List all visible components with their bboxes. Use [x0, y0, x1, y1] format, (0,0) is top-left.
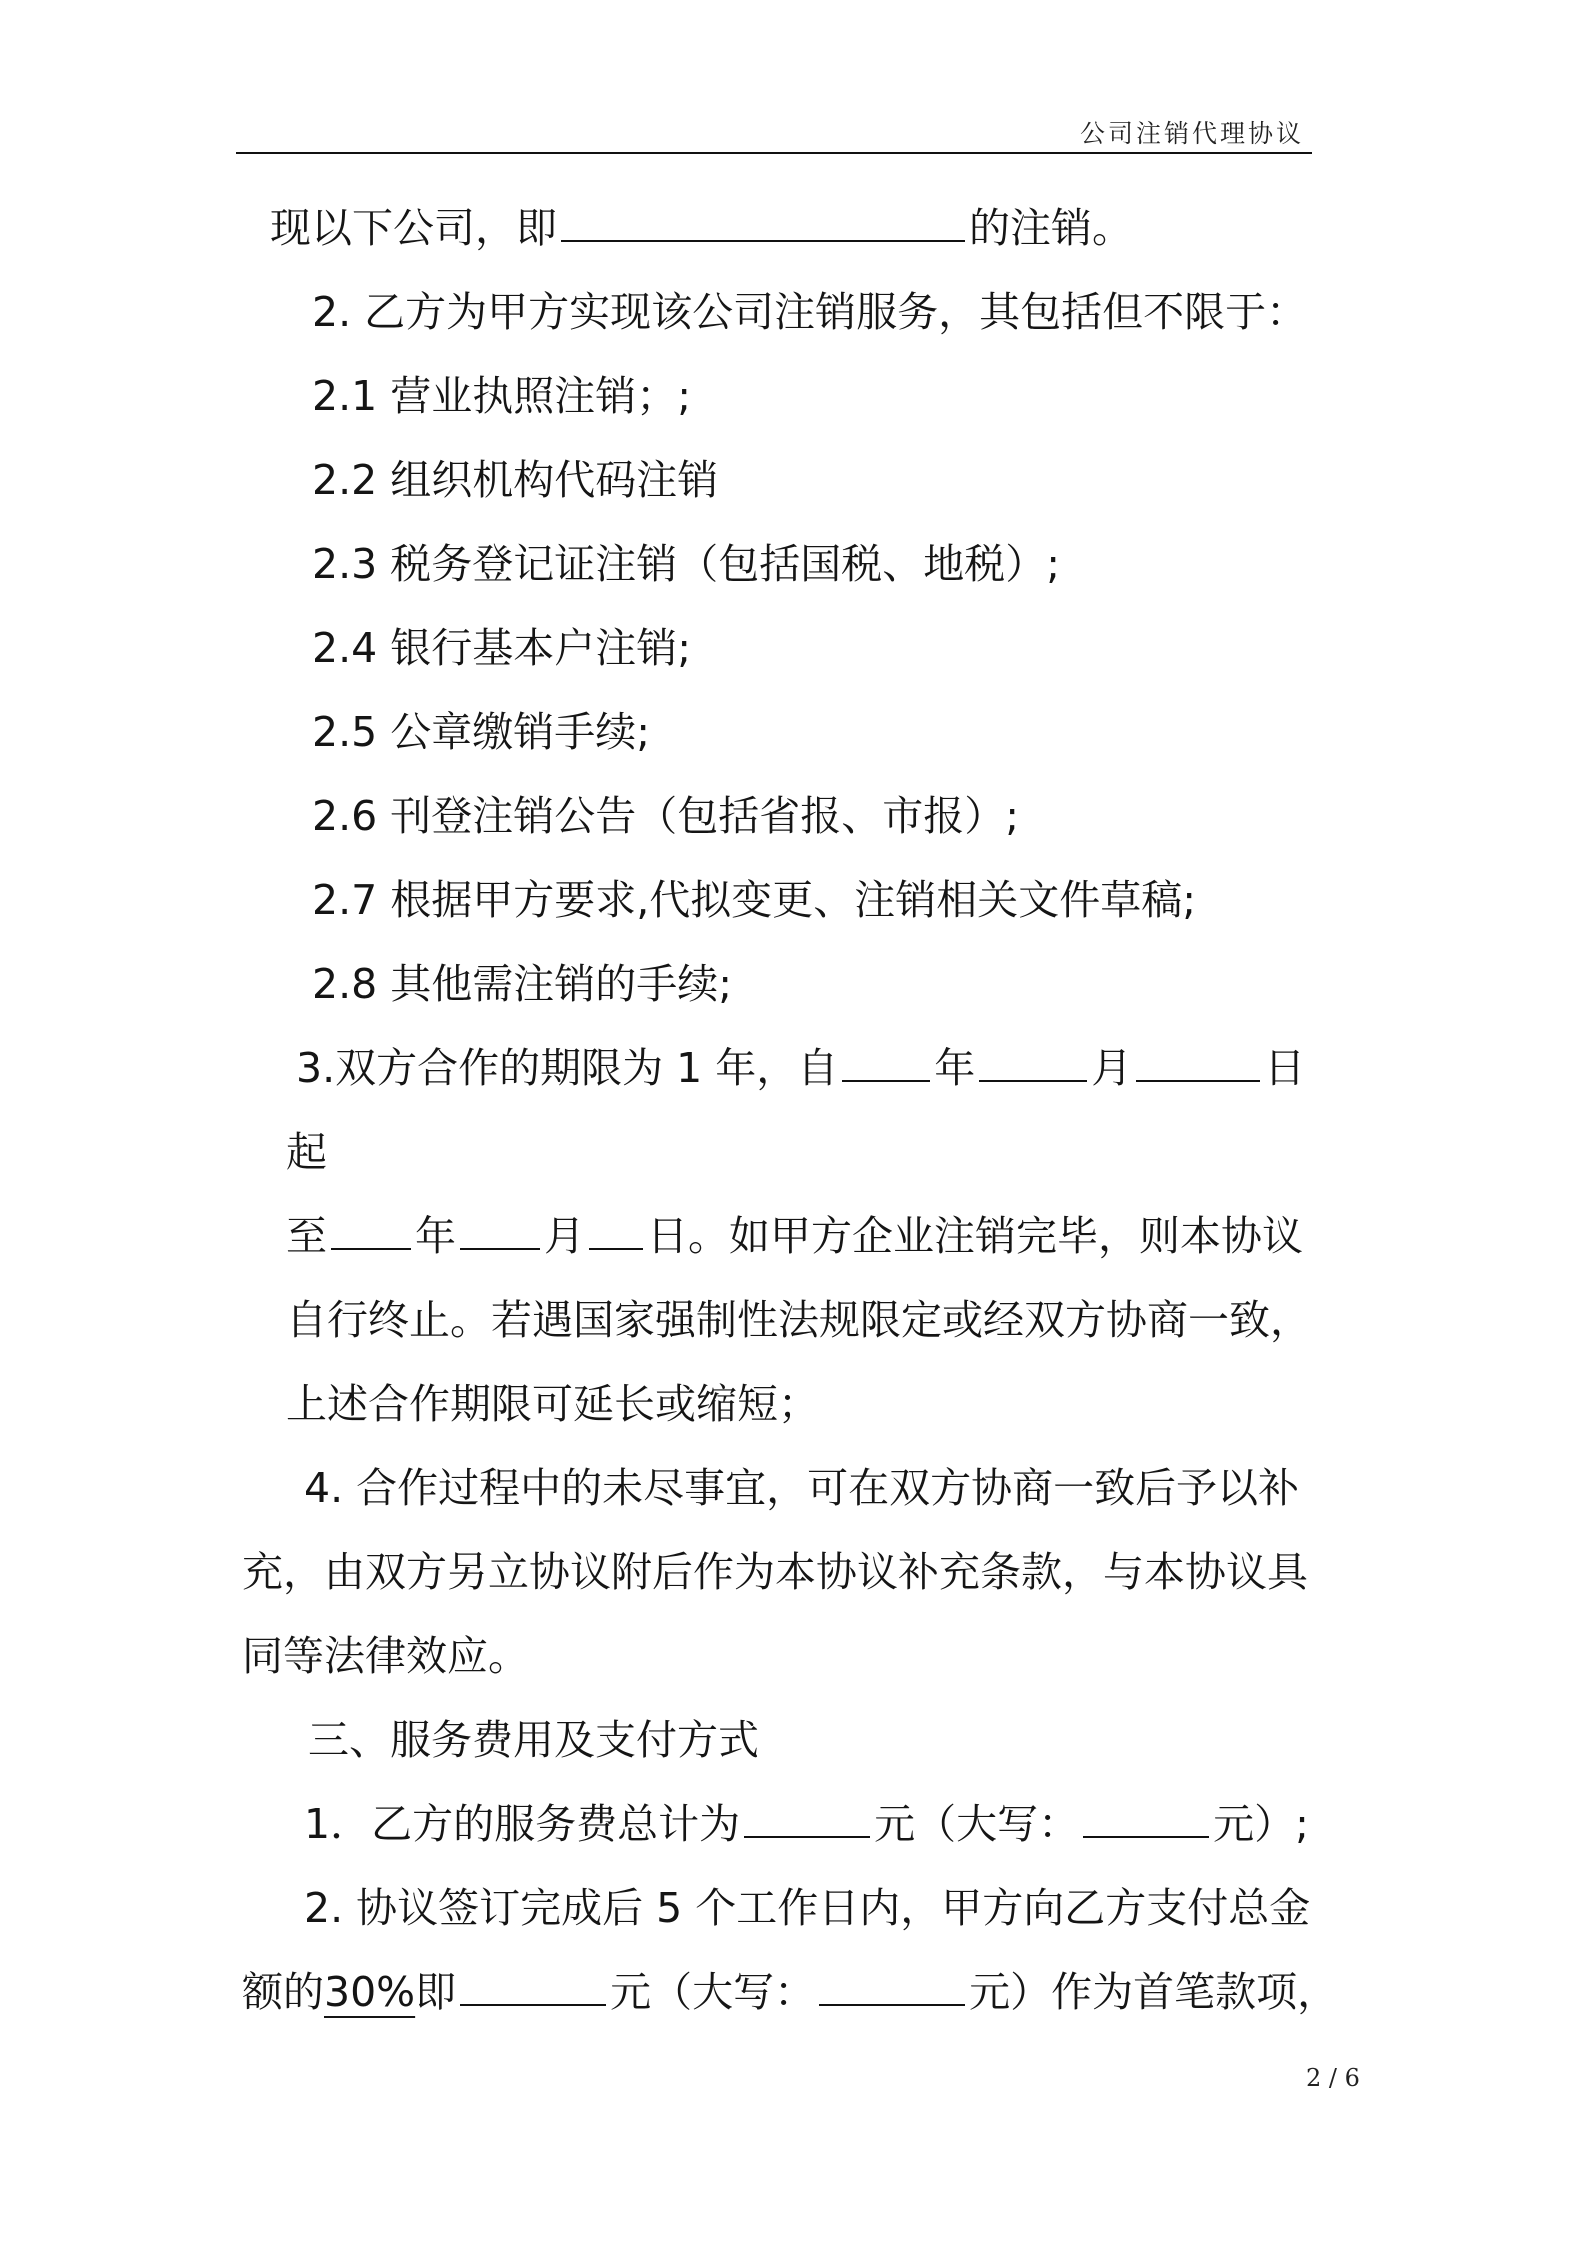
company-name-blank: [561, 200, 965, 242]
text-line-16: 4. 合作过程中的未尽事宜，可在双方协商一致后予以补: [304, 1464, 1300, 1512]
text-line-6: 2.4 银行基本户注销;: [312, 624, 692, 672]
header-rule: [236, 152, 1312, 154]
text-line-5: 2.3 税务登记证注销（包括国税、地税）;: [312, 540, 1061, 588]
text-line-7: 2.5 公章缴销手续;: [312, 708, 651, 756]
text-line-13: 至 年 月 日。如甲方企业注销完毕，则本协议: [286, 1208, 1303, 1264]
first-payment-blank: [460, 1964, 606, 2006]
start-year-blank: [842, 1040, 930, 1082]
start-day-blank: [1136, 1040, 1260, 1082]
service-fee-blank: [744, 1796, 870, 1838]
end-year-blank: [331, 1208, 411, 1250]
text-line-2: 2. 乙方为甲方实现该公司注销服务，其包括但不限于：: [312, 288, 1308, 336]
service-fee-capital-blank: [1083, 1796, 1209, 1838]
end-day-blank: [589, 1208, 643, 1250]
text-line-17: 充，由双方另立协议附后作为本协议补充条款，与本协议具: [242, 1548, 1308, 1596]
header-title: 公司注销代理协议: [1079, 119, 1304, 148]
text-line-21: 2. 协议签订完成后 5 个工作日内，甲方向乙方支付总金: [304, 1884, 1311, 1932]
section-heading-fees: 三、服务费用及支付方式: [308, 1716, 759, 1764]
text-line-14: 自行终止。若遇国家强制性法规限定或经双方协商一致，: [286, 1296, 1311, 1344]
text-line-15: 上述合作期限可延长或缩短；: [286, 1380, 819, 1428]
text-line-11: 3.双方合作的期限为 1 年，自 年 月 日: [296, 1040, 1305, 1096]
text-line-9: 2.7 根据甲方要求,代拟变更、注销相关文件草稿;: [312, 876, 1197, 924]
page-number: 2 / 6: [1306, 2064, 1360, 2092]
first-payment-capital-blank: [819, 1964, 965, 2006]
start-month-blank: [979, 1040, 1087, 1082]
text-line-3: 2.1 营业执照注销；;: [312, 372, 692, 420]
text-line-22: 额的30%即 元（大写： 元）作为首笔款项，: [242, 1964, 1338, 2020]
text-line-18: 同等法律效应。: [242, 1632, 529, 1680]
text-line-4: 2.2 组织机构代码注销: [312, 456, 719, 504]
text-line-1: 现以下公司，即 的注销。: [270, 200, 1133, 256]
text-line-10: 2.8 其他需注销的手续;: [312, 960, 733, 1008]
text-line-8: 2.6 刊登注销公告（包括省报、市报）;: [312, 792, 1020, 840]
text-line-20: 1．乙方的服务费总计为 元（大写： 元）;: [304, 1796, 1309, 1852]
end-month-blank: [460, 1208, 540, 1250]
text-line-12: 起: [286, 1128, 327, 1176]
